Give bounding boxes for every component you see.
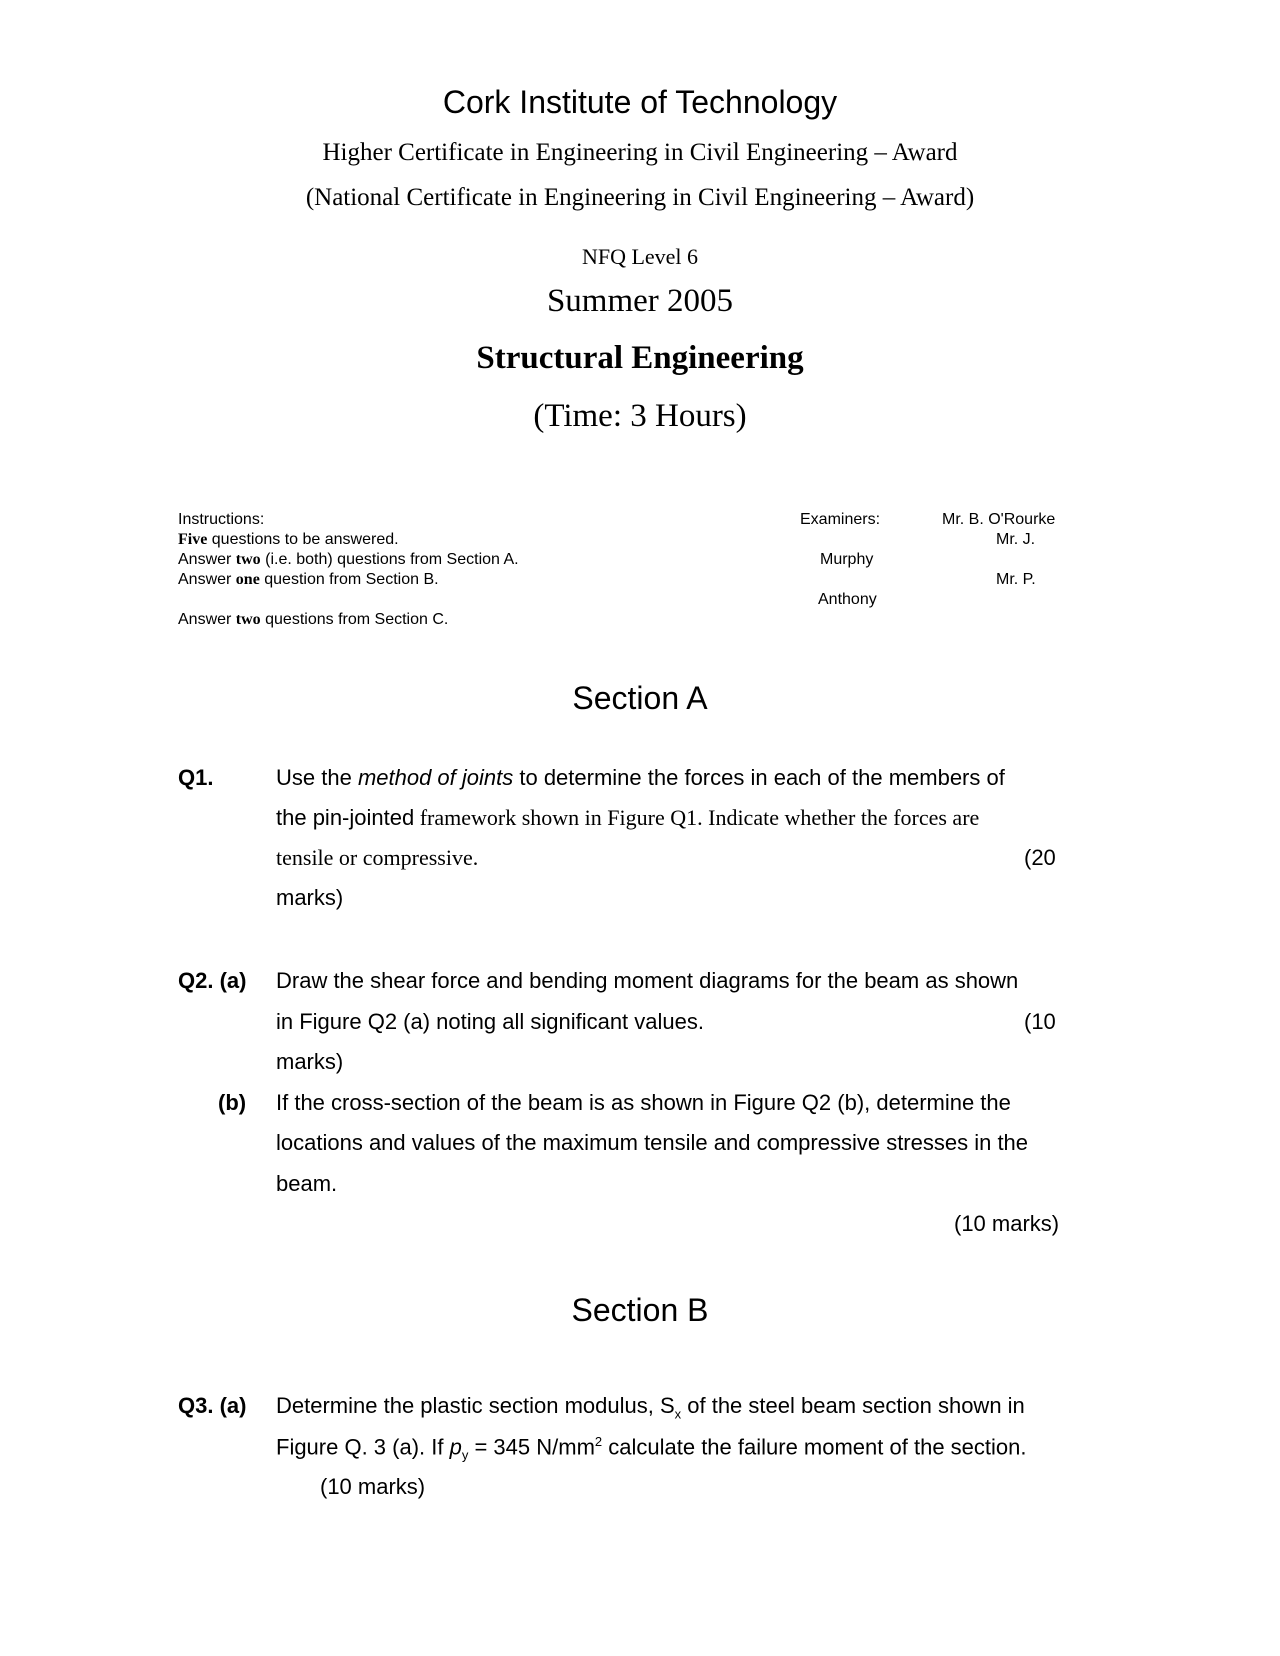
q1-line-2 [276,805,979,831]
instruction-text: questions to be answered. [207,531,399,548]
q3-symbol: p [449,1434,462,1460]
nfq-level: NFQ Level 6 [581,244,699,269]
q2b-label: (b) [218,1090,247,1115]
q2a-line-2: in Figure Q2 (a) noting all significant values. [276,1009,704,1034]
q3-line-2 [276,1434,1026,1463]
instruction-text: questions from Section C. [260,611,449,628]
q1-label: Q1. [178,765,214,790]
instruction-text: (i.e. both) questions from Section A. [260,551,519,568]
q1-marks-open: (20 [1024,845,1056,870]
examiner-3-title: Mr. P. [996,571,1036,588]
q3-subscript: x [674,1406,682,1422]
q3-line-1 [276,1393,1025,1421]
award-line-1: Higher Certificate in Engineering in Civil Engineering – Award [322,139,958,166]
instruction-emphasis: two [235,551,261,568]
section-a-title: Section A [572,680,708,716]
q3-text: = 345 N/mm [468,1434,595,1460]
examiners-label: Examiners: [800,511,881,528]
q2b-line-1: If the cross-section of the beam is as shown in Figure Q2 (b), determine the [276,1090,1011,1115]
q3a-marks: (10 marks) [320,1474,426,1499]
exam-duration: (Time: 3 Hours) [533,398,747,434]
examiner-2-title: Mr. J. [996,531,1036,548]
q1-text: framework shown in Figure Q1. Indicate whether the forces are [414,805,980,830]
q3-text: of the steel beam section shown in [681,1393,1025,1418]
q3-superscript: 2 [594,1434,603,1449]
award-line-2: (National Certificate in Engineering in Civil Engineering – Award) [305,184,975,211]
instruction-emphasis: Five [178,531,208,548]
q3-text: calculate the failure moment of the section. [602,1434,1027,1460]
q3-text: Figure Q. 3 (a). If [276,1434,450,1460]
q1-italic-term: method of joints [357,765,514,790]
instruction-line-1 [178,531,399,549]
instruction-text: Answer [178,611,236,628]
q2a-line-1: Draw the shear force and bending moment diagrams for the beam as shown [276,968,1019,993]
q1-text: to determine the forces in each of the members of [513,765,1005,790]
q1-text: Use the [276,765,358,790]
examiner-2-surname: Murphy [820,551,874,568]
q2-label: Q2. (a) [178,968,247,993]
instruction-text: Answer [178,551,236,568]
q1-text: the pin-jointed [276,805,415,830]
q2a-marks-close: marks) [276,1049,344,1074]
q2b-line-3: beam. [276,1171,338,1196]
section-b-title: Section B [571,1292,709,1328]
examiner-1-name: Mr. B. O'Rourke [942,511,1056,528]
exam-session: Summer 2005 [546,283,734,319]
instruction-emphasis: two [235,611,261,628]
q1-line-1 [276,765,1005,791]
q3-label: Q3. (a) [178,1393,247,1418]
q3-subscript: y [461,1447,469,1463]
subject-title: Structural Engineering [476,340,804,376]
instruction-line-4 [178,611,448,629]
instruction-emphasis: one [235,571,260,588]
instruction-line-3 [178,571,439,589]
instructions-heading: Instructions: [178,511,265,528]
instruction-text: question from Section B. [259,571,439,588]
instruction-line-2 [178,551,519,569]
instruction-text: Answer [178,571,236,588]
examiner-3-surname: Anthony [818,591,877,608]
institution-title: Cork Institute of Technology [442,84,838,120]
q1-line-3: tensile or compressive. [276,845,479,870]
q2b-line-2: locations and values of the maximum tensile and compressive stresses in the [276,1130,1029,1155]
q2a-marks-open: (10 [1024,1009,1056,1034]
q3-text: Determine the plastic section modulus, S [276,1393,675,1418]
q1-marks-close: marks) [276,885,344,910]
q2b-marks: (10 marks) [954,1211,1060,1236]
